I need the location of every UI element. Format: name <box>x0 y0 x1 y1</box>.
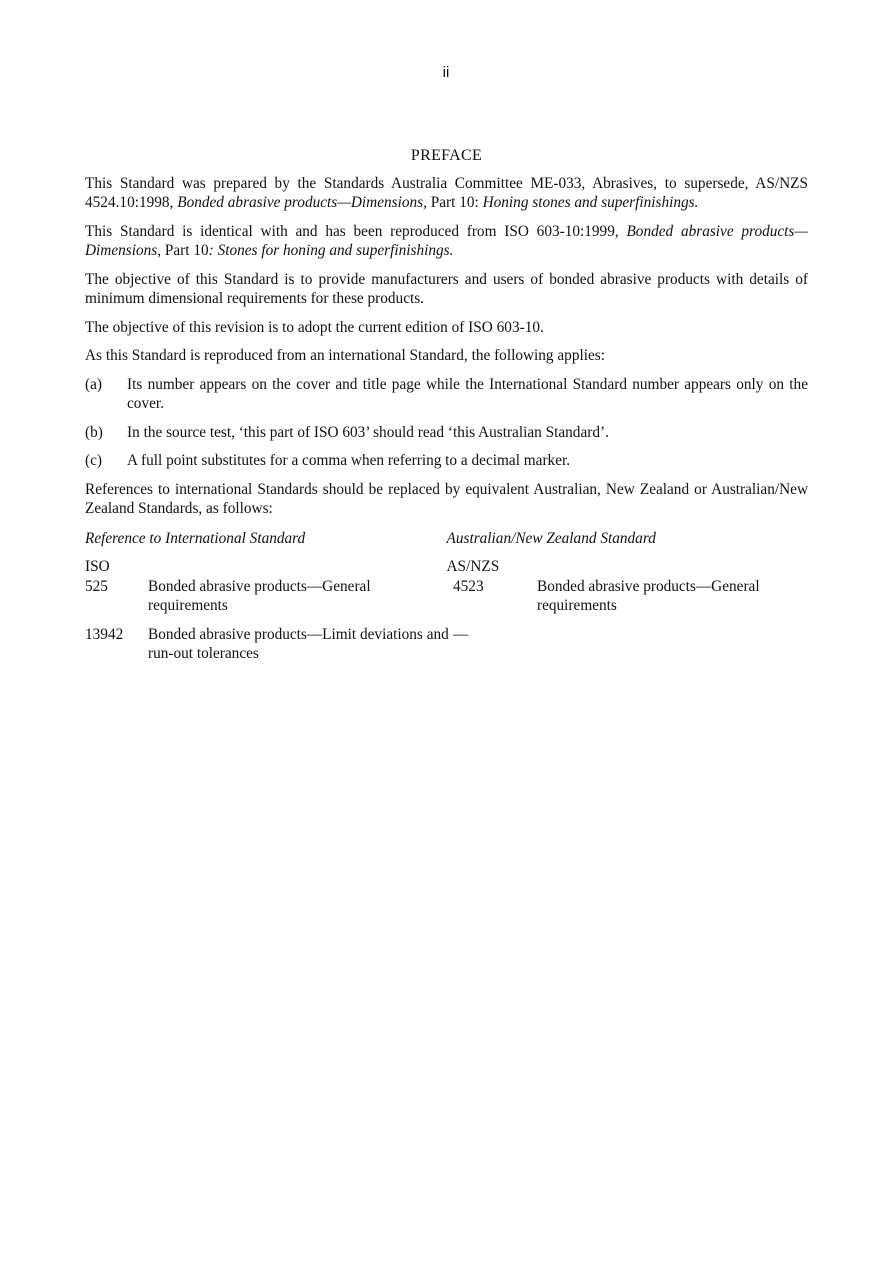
reference-left-heading: Reference to International Standard <box>85 529 306 547</box>
p1-title-italic: Bonded abrasive products—Dimensions, <box>177 194 427 211</box>
asnzs-number: 4523 <box>453 577 484 595</box>
p1-text-c: Part 10: <box>426 194 483 211</box>
page-number: ii <box>442 64 450 81</box>
reference-row <box>85 625 808 664</box>
page-title: PREFACE <box>410 147 483 164</box>
list-item-label: (b) <box>85 423 103 441</box>
reference-right-heading: Australian/New Zealand Standard <box>446 529 656 547</box>
p1-subtitle-italic: Honing stones and superfinishings. <box>482 194 699 211</box>
asnzs-title <box>537 625 808 664</box>
iso-title: Bonded abrasive products—General requirements <box>148 577 371 614</box>
p2-text-c: Part 10 <box>161 242 209 259</box>
list-item <box>85 375 808 414</box>
list-item-text: In the source test, ‘this part of ISO 603’ should read ‘this Australian Standard’. <box>127 423 609 441</box>
iso-prefix: ISO <box>85 558 110 575</box>
p2-title-italic: Bonded abrasive products—Dimensions, <box>85 222 808 259</box>
paragraph-references: References to international Standards should be replaced by equivalent Australian, New Zealand or Australian/New Zealand Standards, as follows: <box>85 480 808 517</box>
preface-content <box>85 146 808 673</box>
reference-prefix-row <box>85 557 808 577</box>
list-item-label: (a) <box>85 375 102 393</box>
paragraph-objective-standard: The objective of this Standard is to provide manufacturers and users of bonded abrasive products with details of minimum dimensional requirements for these products. <box>85 270 808 307</box>
list-item-text: A full point substitutes for a comma when referring to a decimal marker. <box>127 452 571 469</box>
asnzs-title: Bonded abrasive products—General requirements <box>537 577 760 614</box>
paragraph-objective-revision: The objective of this revision is to adopt the current edition of ISO 603-10. <box>85 318 544 336</box>
asnzs-prefix: AS/NZS <box>446 558 500 575</box>
list-item <box>85 423 808 443</box>
list-item-label: (c) <box>85 452 102 469</box>
reference-row <box>85 577 808 616</box>
paragraph-prepared-by <box>85 174 808 213</box>
reference-table-header <box>85 529 808 549</box>
iso-number: 13942 <box>85 625 124 643</box>
p2-subtitle-italic: : Stones for honing and superfinishings. <box>208 242 454 259</box>
p1-text-a: This Standard was prepared by the Standards Australia Committee ME-033, Abrasives, to supersede, AS/NZS 4524.10:1998, <box>85 174 808 211</box>
list-item <box>85 451 808 471</box>
paragraph-identical-with <box>85 222 808 261</box>
iso-title: Bonded abrasive products—Limit deviations and run-out tolerances <box>148 625 449 662</box>
list-item-text: Its number appears on the cover and title page while the International Standard number appears only on the cover. <box>127 375 808 412</box>
paragraph-applies: As this Standard is reproduced from an international Standard, the following applies: <box>85 347 605 364</box>
p2-text-a: This Standard is identical with and has been reproduced from ISO 603-10:1999, <box>85 222 627 240</box>
iso-number: 525 <box>85 577 108 595</box>
asnzs-number: — <box>453 625 469 643</box>
